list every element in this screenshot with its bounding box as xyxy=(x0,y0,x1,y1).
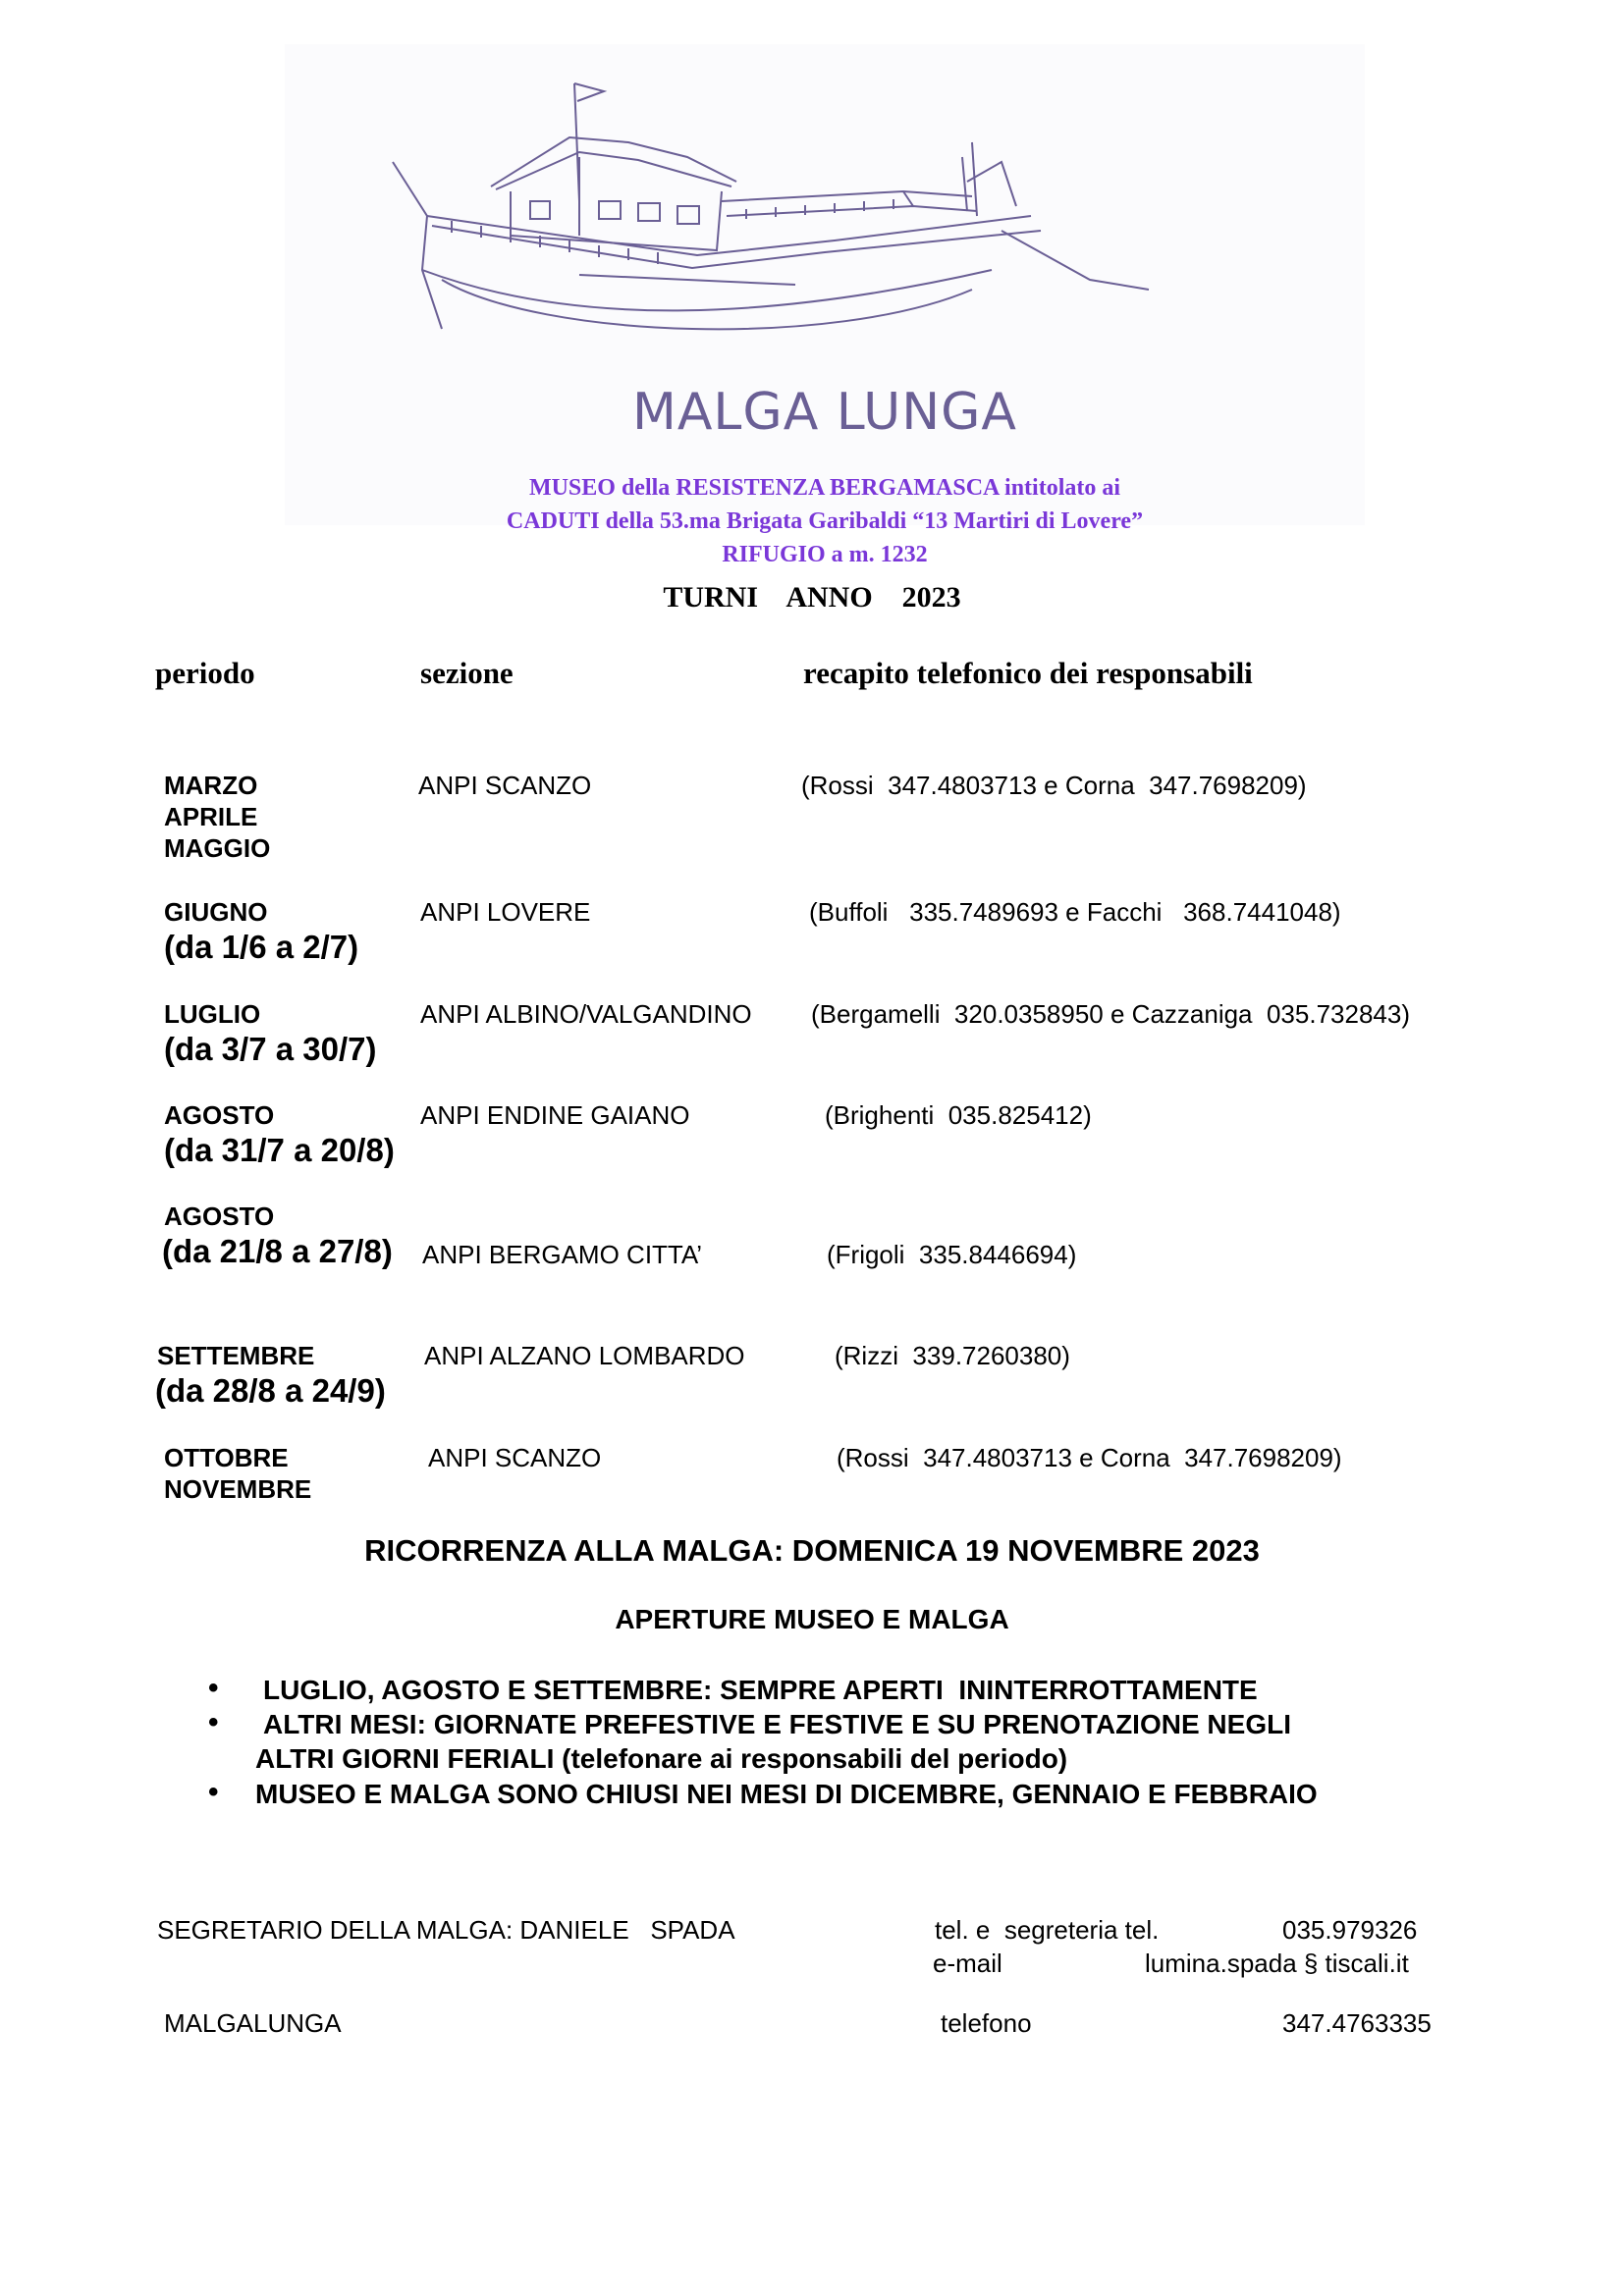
row-contacts: (Bergamelli 320.0358950 e Cazzaniga 035.732843) xyxy=(811,999,1410,1029)
row-dates: (da 28/8 a 24/9) xyxy=(155,1372,386,1409)
row-section: ANPI LOVERE xyxy=(420,897,591,927)
row-contacts: (Frigoli 335.8446694) xyxy=(827,1240,1077,1269)
email-value: lumina.spada § tiscali.it xyxy=(1145,1949,1409,1978)
row-section: ANPI ENDINE GAIANO xyxy=(420,1100,690,1130)
column-header-periodo: periodo xyxy=(155,656,255,690)
column-header-sezione: sezione xyxy=(420,656,514,690)
bullet-icon: • xyxy=(208,1776,219,1808)
row-months: LUGLIO xyxy=(164,999,261,1029)
tel-label: tel. e segreteria tel. xyxy=(935,1915,1160,1945)
row-dates: (da 1/6 a 2/7) xyxy=(164,929,359,965)
row-months: NOVEMBRE xyxy=(164,1474,312,1504)
telefono-label: telefono xyxy=(941,2008,1032,2038)
row-contacts: (Rossi 347.4803713 e Corna 347.7698209) xyxy=(801,771,1307,800)
row-section: ANPI BERGAMO CITTA’ xyxy=(422,1240,703,1269)
malgalunga-label: MALGALUNGA xyxy=(164,2008,342,2038)
bullet-text: MUSEO E MALGA SONO CHIUSI NEI MESI DI DICEMBRE, GENNAIO E FEBBRAIO xyxy=(255,1779,1318,1809)
row-months: SETTEMBRE xyxy=(157,1341,315,1370)
row-section: ANPI SCANZO xyxy=(428,1443,602,1472)
row-months: GIUGNO xyxy=(164,897,268,927)
page-title: TURNI ANNO 2023 xyxy=(663,581,961,614)
bullet-icon: • xyxy=(208,1672,219,1704)
logo-title: MALGA LUNGA xyxy=(631,383,1017,442)
row-contacts: (Rizzi 339.7260380) xyxy=(835,1341,1070,1370)
tel-value: 035.979326 xyxy=(1282,1915,1418,1945)
row-months: AGOSTO xyxy=(164,1201,275,1231)
row-section: ANPI ALBINO/VALGANDINO xyxy=(420,999,752,1029)
aperture-heading: APERTURE MUSEO E MALGA xyxy=(615,1604,1009,1634)
email-label: e-mail xyxy=(933,1949,1002,1978)
museum-subtitle xyxy=(285,471,1365,571)
malga-lunga-sketch-logo xyxy=(285,44,1365,378)
row-section: ANPI ALZANO LOMBARDO xyxy=(424,1341,745,1370)
row-months: AGOSTO xyxy=(164,1100,275,1130)
row-dates: (da 31/7 a 20/8) xyxy=(164,1132,395,1168)
museum-line-2: CADUTI della 53.ma Brigata Garibaldi “13 Martiri di Lovere” xyxy=(506,508,1144,534)
ricorrenza-heading: RICORRENZA ALLA MALGA: DOMENICA 19 NOVEMBRE 2023 xyxy=(364,1533,1260,1568)
row-dates: (da 3/7 a 30/7) xyxy=(164,1031,377,1067)
bullet-text: ALTRI MESI: GIORNATE PREFESTIVE E FESTIVE E SU PRENOTAZIONE NEGLI xyxy=(263,1709,1291,1739)
row-section: ANPI SCANZO xyxy=(418,771,592,800)
row-months: OTTOBRE xyxy=(164,1443,289,1472)
telefono-value: 347.4763335 xyxy=(1282,2008,1432,2038)
bullet-text: LUGLIO, AGOSTO E SETTEMBRE: SEMPRE APERTI ININTERROTTAMENTE xyxy=(263,1675,1258,1705)
header-logo-area xyxy=(285,44,1365,567)
row-contacts: (Buffoli 335.7489693 e Facchi 368.7441048) xyxy=(809,897,1341,927)
row-dates: (da 21/8 a 27/8) xyxy=(162,1233,393,1269)
segretario-label: SEGRETARIO DELLA MALGA: DANIELE SPADA xyxy=(157,1915,735,1945)
museum-line-1: MUSEO della RESISTENZA BERGAMASCA intitolato ai xyxy=(528,475,1121,501)
row-months: APRILE xyxy=(164,802,258,831)
row-contacts: (Rossi 347.4803713 e Corna 347.7698209) xyxy=(837,1443,1342,1472)
column-header-recapito: recapito telefonico dei responsabili xyxy=(803,656,1253,690)
bullet-icon: • xyxy=(208,1706,219,1738)
row-months: MARZO xyxy=(164,771,258,800)
row-contacts: (Brighenti 035.825412) xyxy=(825,1100,1092,1130)
museum-line-3: RIFUGIO a m. 1232 xyxy=(722,542,928,567)
bullet-text: ALTRI GIORNI FERIALI (telefonare ai responsabili del periodo) xyxy=(255,1743,1068,1774)
row-months: MAGGIO xyxy=(164,833,271,863)
